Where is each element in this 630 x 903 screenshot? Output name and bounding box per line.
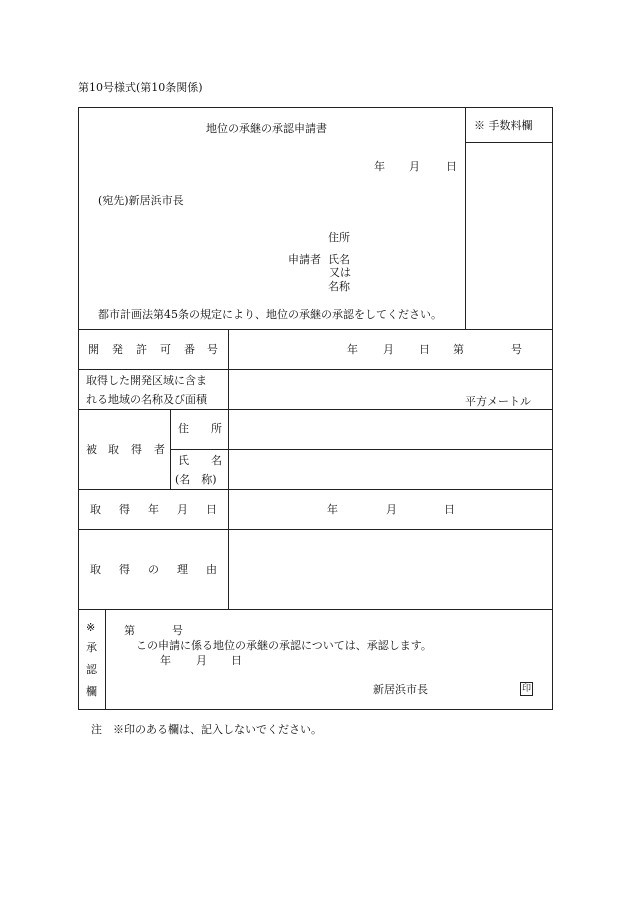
acquisition-day: 日 bbox=[444, 503, 455, 516]
form-number: 第10号様式(第10条関係) bbox=[78, 81, 203, 94]
area-label-line2: れる地域の名称及び面積 bbox=[86, 393, 207, 406]
approval-go: 号 bbox=[172, 624, 183, 637]
applicant-label: 申請者 bbox=[288, 253, 321, 266]
date-day-label: 日 bbox=[446, 160, 457, 173]
approval-month: 月 bbox=[196, 654, 207, 667]
permit-day: 日 bbox=[419, 343, 430, 356]
form-title: 地位の承継の承認申請書 bbox=[206, 122, 327, 135]
acquisition-year: 年 bbox=[327, 503, 338, 516]
approval-day: 日 bbox=[231, 654, 242, 667]
address-label: 住所 bbox=[328, 231, 350, 244]
area-unit: 平方メートル bbox=[465, 395, 531, 408]
permit-month: 月 bbox=[383, 343, 394, 356]
area-label-line1: 取得した開発区域に含ま bbox=[86, 374, 207, 387]
name-alt-label-2: 名称 bbox=[328, 280, 350, 293]
name-alt-label-1: 又は bbox=[329, 266, 351, 279]
fee-column-label: ※ 手数料欄 bbox=[474, 119, 533, 132]
approval-year: 年 bbox=[160, 654, 171, 667]
seal-icon: 印 bbox=[521, 684, 531, 694]
approval-mayor: 新居浜市長 bbox=[373, 683, 428, 696]
statement: 都市計画法第45条の規定により、地位の承継の承認をしてください。 bbox=[98, 308, 442, 321]
approval-text: この申請に係る地位の承継の承認については、承認します。 bbox=[136, 639, 432, 652]
permit-go: 号 bbox=[511, 343, 522, 356]
date-month-label: 月 bbox=[409, 160, 420, 173]
acquirer-name-alt: (名 称) bbox=[175, 473, 217, 486]
approval-dai: 第 bbox=[124, 624, 135, 637]
name-label: 氏名 bbox=[328, 253, 350, 266]
permit-dai: 第 bbox=[453, 343, 464, 356]
addressee: (宛先)新居浜市長 bbox=[98, 194, 184, 207]
footnote: 注 ※印のある欄は、記入しないでください。 bbox=[91, 723, 322, 736]
acquisition-month: 月 bbox=[386, 503, 397, 516]
date-year-label: 年 bbox=[374, 160, 385, 173]
permit-year: 年 bbox=[347, 343, 358, 356]
